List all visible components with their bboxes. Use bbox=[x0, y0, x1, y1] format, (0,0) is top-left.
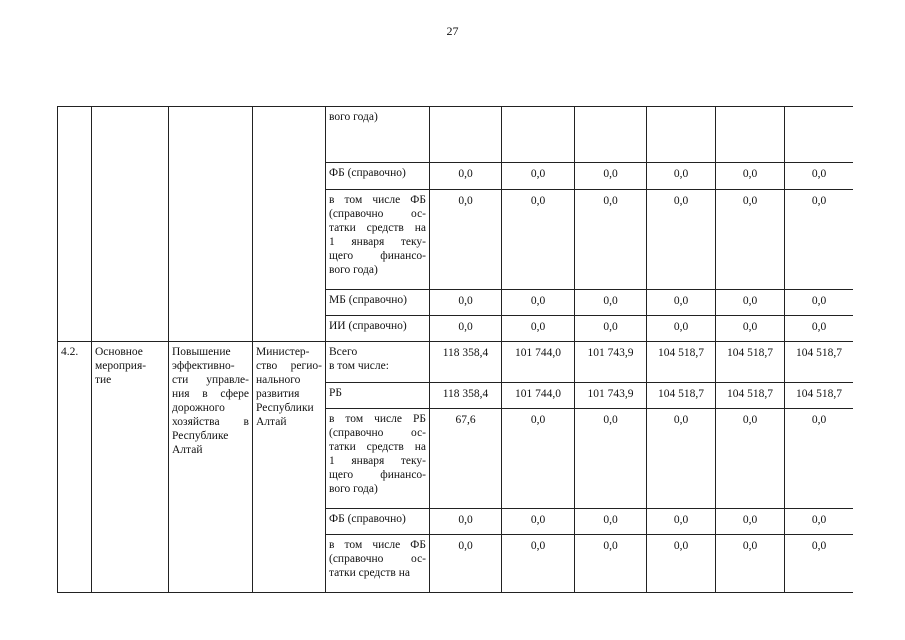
label-line: в том числе: bbox=[329, 360, 389, 372]
value-cell: 0,0 bbox=[430, 535, 502, 593]
funding-source-label bbox=[326, 342, 430, 383]
value-cell: 0,0 bbox=[785, 163, 854, 190]
label-line: РБ bbox=[329, 387, 342, 399]
event-name-line: дорожного bbox=[172, 402, 225, 414]
value-cell: 0,0 bbox=[502, 290, 575, 316]
event-name-line: Повышение bbox=[172, 346, 231, 358]
value-cell: 0,0 bbox=[575, 163, 647, 190]
label-line: 1 января теку- bbox=[329, 236, 426, 248]
funding-source-label bbox=[326, 409, 430, 509]
funding-source-label bbox=[326, 509, 430, 535]
value-cell: 0,0 bbox=[575, 316, 647, 342]
value-cell: 0,0 bbox=[716, 316, 785, 342]
event-executor-line: Республики bbox=[256, 402, 314, 414]
value-cell: 0,0 bbox=[785, 316, 854, 342]
value-cell: 0,0 bbox=[575, 290, 647, 316]
value-cell: 67,6 bbox=[430, 409, 502, 509]
value-cell: 118 358,4 bbox=[430, 383, 502, 409]
event-executor-line: ство регио- bbox=[256, 360, 322, 372]
value-cell bbox=[502, 107, 575, 163]
value-cell: 0,0 bbox=[430, 190, 502, 290]
label-line: ИИ (справочно) bbox=[329, 320, 407, 332]
label-line: 1 января теку- bbox=[329, 455, 426, 467]
value-cell: 118 358,4 bbox=[430, 342, 502, 383]
value-cell: 0,0 bbox=[647, 409, 716, 509]
value-cell: 0,0 bbox=[430, 163, 502, 190]
event-number-cell: 4.2. bbox=[58, 342, 92, 593]
value-cell: 0,0 bbox=[575, 509, 647, 535]
event-type-cell-line: Основное bbox=[95, 346, 143, 358]
prev-number-cell bbox=[58, 107, 92, 342]
label-line: (справочно ос- bbox=[329, 208, 426, 220]
value-cell: 0,0 bbox=[785, 409, 854, 509]
prev-executor-cell bbox=[253, 107, 326, 342]
label-line: вого года) bbox=[329, 264, 378, 276]
value-cell: 0,0 bbox=[647, 535, 716, 593]
table-row bbox=[58, 342, 854, 383]
event-name-line: Республике bbox=[172, 430, 229, 442]
value-cell: 104 518,7 bbox=[647, 383, 716, 409]
value-cell: 101 743,9 bbox=[575, 383, 647, 409]
value-cell: 0,0 bbox=[502, 316, 575, 342]
value-cell: 104 518,7 bbox=[647, 342, 716, 383]
value-cell bbox=[430, 107, 502, 163]
value-cell: 104 518,7 bbox=[716, 383, 785, 409]
label-line: в том числе ФБ bbox=[329, 194, 426, 206]
value-cell: 104 518,7 bbox=[785, 342, 854, 383]
label-line: ФБ (справочно) bbox=[329, 513, 406, 525]
value-cell: 0,0 bbox=[716, 290, 785, 316]
value-cell: 0,0 bbox=[430, 316, 502, 342]
event-executor-line: Министер- bbox=[256, 346, 310, 358]
value-cell: 0,0 bbox=[430, 290, 502, 316]
value-cell: 0,0 bbox=[647, 290, 716, 316]
label-line: щего финансо- bbox=[329, 469, 426, 481]
value-cell: 0,0 bbox=[575, 535, 647, 593]
event-executor-line: нального bbox=[256, 374, 301, 386]
event-executor-line: Алтай bbox=[256, 416, 287, 428]
value-cell: 104 518,7 bbox=[785, 383, 854, 409]
value-cell: 104 518,7 bbox=[716, 342, 785, 383]
label-line: Всего bbox=[329, 346, 358, 358]
event-type-cell bbox=[92, 342, 169, 593]
funding-source-label bbox=[326, 107, 430, 163]
budget-table-container bbox=[57, 106, 853, 593]
value-cell: 0,0 bbox=[647, 316, 716, 342]
funding-source-label bbox=[326, 316, 430, 342]
event-name-cell bbox=[169, 342, 253, 593]
funding-source-label bbox=[326, 535, 430, 593]
event-name-line: Алтай bbox=[172, 444, 203, 456]
label-line: МБ (справочно) bbox=[329, 294, 407, 306]
value-cell: 0,0 bbox=[430, 509, 502, 535]
prev-type-cell bbox=[92, 107, 169, 342]
value-cell: 0,0 bbox=[575, 190, 647, 290]
value-cell: 0,0 bbox=[502, 163, 575, 190]
label-line: (справочно ос- bbox=[329, 553, 426, 565]
label-line: вого года) bbox=[329, 111, 378, 123]
value-cell bbox=[647, 107, 716, 163]
label-line: (справочно ос- bbox=[329, 427, 426, 439]
value-cell: 0,0 bbox=[647, 163, 716, 190]
value-cell: 0,0 bbox=[647, 190, 716, 290]
value-cell: 0,0 bbox=[502, 190, 575, 290]
label-line: татки средств на bbox=[329, 567, 410, 579]
value-cell: 0,0 bbox=[716, 190, 785, 290]
event-name-line: хозяйства в bbox=[172, 416, 249, 428]
event-name-line: эффективно- bbox=[172, 360, 235, 372]
value-cell: 0,0 bbox=[785, 290, 854, 316]
value-cell bbox=[575, 107, 647, 163]
table-body bbox=[58, 107, 854, 593]
value-cell: 0,0 bbox=[716, 409, 785, 509]
budget-table bbox=[57, 106, 853, 593]
value-cell: 0,0 bbox=[785, 509, 854, 535]
prev-name-cell bbox=[169, 107, 253, 342]
label-line: щего финансо- bbox=[329, 250, 426, 262]
value-cell: 101 744,0 bbox=[502, 383, 575, 409]
value-cell: 0,0 bbox=[716, 163, 785, 190]
funding-source-label bbox=[326, 190, 430, 290]
value-cell: 101 744,0 bbox=[502, 342, 575, 383]
value-cell: 0,0 bbox=[785, 190, 854, 290]
label-line: в том числе ФБ bbox=[329, 539, 426, 551]
table-row bbox=[58, 107, 854, 163]
event-type-cell-line: тие bbox=[95, 374, 112, 386]
value-cell: 0,0 bbox=[502, 409, 575, 509]
label-line: ФБ (справочно) bbox=[329, 167, 406, 179]
value-cell bbox=[785, 107, 854, 163]
funding-source-label bbox=[326, 163, 430, 190]
label-line: вого года) bbox=[329, 483, 378, 495]
event-name-line: сти управле- bbox=[172, 374, 249, 386]
value-cell bbox=[716, 107, 785, 163]
funding-source-label bbox=[326, 290, 430, 316]
value-cell: 0,0 bbox=[647, 509, 716, 535]
event-name-line: ния в сфере bbox=[172, 388, 249, 400]
value-cell: 0,0 bbox=[716, 509, 785, 535]
value-cell: 0,0 bbox=[502, 535, 575, 593]
label-line: татки средств на bbox=[329, 441, 426, 453]
value-cell: 101 743,9 bbox=[575, 342, 647, 383]
label-line: в том числе РБ bbox=[329, 413, 426, 425]
value-cell: 0,0 bbox=[785, 535, 854, 593]
event-executor-cell bbox=[253, 342, 326, 593]
event-type-cell-line: мероприя- bbox=[95, 360, 147, 372]
value-cell: 0,0 bbox=[716, 535, 785, 593]
event-executor-line: развития bbox=[256, 388, 300, 400]
page-number: 27 bbox=[446, 24, 459, 38]
funding-source-label bbox=[326, 383, 430, 409]
label-line: татки средств на bbox=[329, 222, 426, 234]
value-cell: 0,0 bbox=[502, 509, 575, 535]
value-cell: 0,0 bbox=[575, 409, 647, 509]
